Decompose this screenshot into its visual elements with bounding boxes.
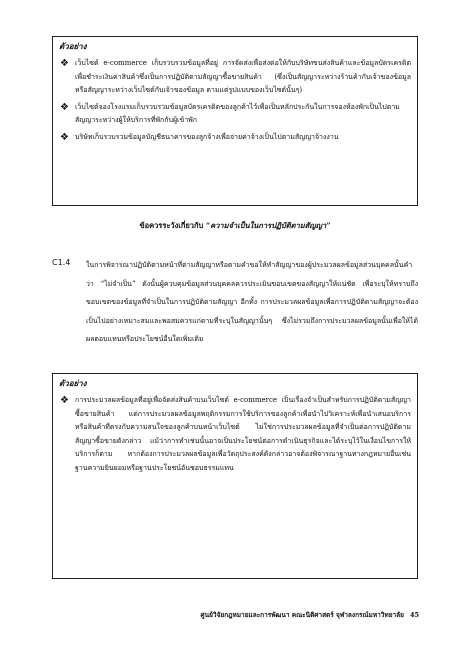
- clause-number: C1.4: [52, 258, 71, 267]
- list-item-text: เว็บไซต์จองโรงแรมเก็บรวบรวมข้อมูลบัตรเครดิตของลูกค้าไว้เพื่อเป็นหลักประกันในการจองห้องพักเป็นไปตามสัญญาระหว่างผู้ให้บริการที่พักกับผู้เข้าพัก: [75, 102, 400, 124]
- clause-text: ในการพิจารณาปฏิบัติตามหน้าที่ตามสัญญาหรือตามคำขอให้ทำสัญญาของผู้ประมวลผลข้อมูลส่วนบุคคลนั้นคำว่า “ไม่จำเป็น” ดังนั้นผู้ควบคุมข้อมูลส่วนบุคคลควรประเมินขอบเขตของสัญญาให้แน่ชัด เพื่อระบุให้ทราบถึงขอบเขตของข้อมูลที่จำเป็นในการปฏิบัติตามสัญญา อีกทั้ง การประมวลผลข้อมูลเพื่อการปฏิบัติตามสัญญาจะต้องเป็นไปอย่างเหมาะสมและพอสมควรแก่ตามที่ระบุในสัญญานั้นๆ ซึ่งไม่รวมถึงการประมวลผลข้อมูลนั้นเพื่อให้ได้ผลตอบแทนหรือประโยชน์อื่นใดเพิ่มเติม: [86, 261, 418, 343]
- diamond-bullet-icon: ❖: [60, 131, 69, 143]
- example-title: ตัวอย่าง: [59, 378, 87, 388]
- list-item-text: การประมวลผลข้อมูลที่อยู่เพื่อจัดส่งสินค้าบนเว็บไซต์ e-commerce เป็นเรื่องจำเป็นสำหรับการปฏิบัติตามสัญญาซื้อขายสินค้า แต่การประมวลผลข้อมูลพฤติกรรมการใช้บริการของลูกค้าเพื่อนำไปวิเคราะห์เพื่อนำเสนอบริการหรือสินค้าที่ตรงกับความสนใจของลูกค้าบนหน้าเว็บไซต์ ไม่ใช่การประมวลผลข้อมูลที่จำเป็นต่อการปฏิบัติตามสัญญาซื้อขายดังกล่าว แม้ว่าการทำเช่นนั้นอาจเป็นประโยชน์ต่อการดำเนินธุรกิจและได้ระบุไว้ในเงื่อนไขการให้บริการก็ตาม หากต้องการประมวลผลข้อมูลเพื่อวัตถุประสงค์ดังกล่าวอาจต้องพิจารณาฐานทางกฎหมายอื่นเช่น ฐานความยินยอมหรือฐานประโยชน์อันชอบธรรมแทน: [75, 396, 411, 472]
- page-number: 45: [409, 611, 419, 619]
- list-item-text: เว็บไซต์ e-commerce เก็บรวบรวมข้อมูลที่อยู่ การจัดส่งเพื่อส่งต่อให้กับบริษัทขนส่งสินค้าและข้อมูลบัตรเครดิตเพื่อชำระเงินค่าสินค้าซึ่งเป็นการปฏิบัติตามสัญญาซื้อขายสินค้า (ซึ่งเป็นสัญญาระหว่างร้านค้ากับเจ้าของข้อมูล หรือสัญญาระหว่างเว็บไซต์กับเจ้าของข้อมูล ตามแต่รูปแบบของเว็บไซต์นั้นๆ): [75, 59, 411, 94]
- diamond-bullet-icon: ❖: [60, 395, 69, 406]
- page-footer: [201, 610, 419, 620]
- footer-org: ศูนย์วิจัยกฎหมายและการพัฒนา คณะนิติศาสตร์ จุฬาลงกรณ์มหาวิทยาลัย: [200, 611, 404, 619]
- example-title: ตัวอย่าง: [59, 41, 87, 51]
- list-item: [59, 394, 411, 475]
- heading-quote: “ความจำเป็นในการปฏิบัติตามสัญญา”: [205, 221, 331, 230]
- section-heading: [52, 220, 418, 232]
- example-box-1: [52, 36, 418, 206]
- list-item: [59, 131, 411, 145]
- list-item: [59, 101, 411, 128]
- diamond-bullet-icon: ❖: [60, 101, 69, 113]
- example-box-2: [52, 373, 418, 579]
- clause-c1-4: [52, 256, 418, 349]
- list-item: [59, 57, 411, 98]
- heading-prefix: ข้อควรระวังเกี่ยวกับ: [139, 221, 206, 230]
- list-item-text: บริษัทเก็บรวบรวมข้อมูลบัญชีธนาคารของลูกจ้างเพื่อจ่ายค่าจ้างเป็นไปตามสัญญาจ้างงาน: [75, 132, 339, 141]
- diamond-bullet-icon: ❖: [60, 58, 69, 69]
